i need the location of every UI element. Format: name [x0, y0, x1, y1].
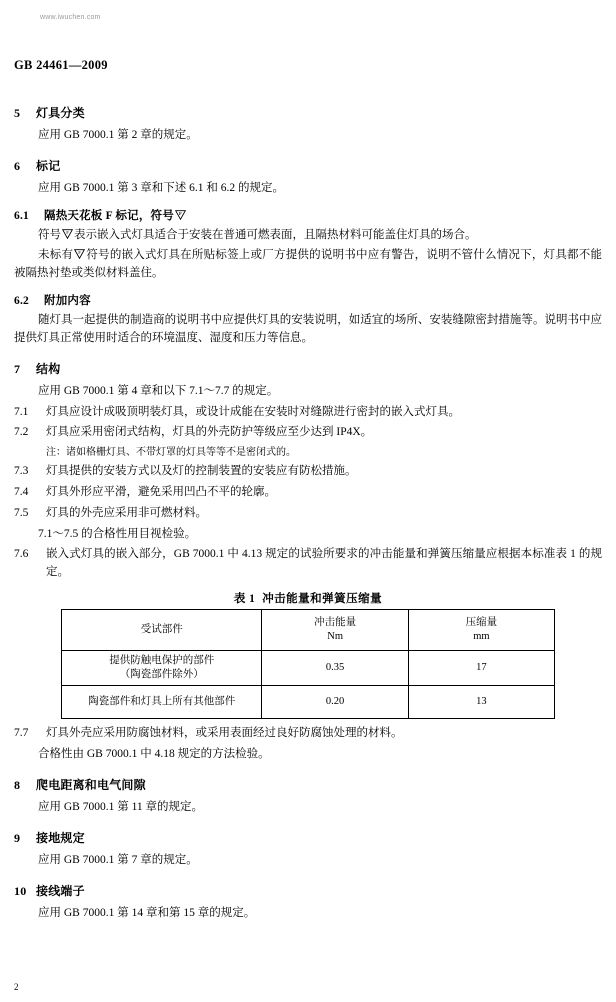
- clause-7-1-number: 7.1: [14, 405, 29, 418]
- f-mark-triangle-icon: [175, 210, 186, 220]
- table-row-1-part: [62, 651, 262, 686]
- p2-a-text: 未标有: [38, 249, 74, 262]
- section-6-1-paragraph-1: [14, 227, 602, 245]
- clause-7-7-number: 7.7: [14, 727, 29, 740]
- section-6-title: 标记: [36, 158, 61, 173]
- clause-7-2: [14, 424, 602, 442]
- clause-7-5-text: 灯具的外壳应采用非可燃材料。: [46, 506, 207, 519]
- clause-7-2-text: 灯具应采用密闭式结构，灯具的外壳防护等级应至少达到 IP4X。: [46, 426, 373, 439]
- section-6-paragraph: 应用 GB 7000.1 第 3 章和下述 6.1 和 6.2 的规定。: [38, 181, 284, 194]
- watermark-text: www.iwuchen.com: [40, 14, 101, 21]
- clause-7-6: [14, 546, 602, 582]
- section-10-title: 接线端子: [36, 883, 85, 898]
- section-7-number: 7: [14, 361, 21, 376]
- svg-text:F: F: [66, 229, 69, 235]
- section-9-number: 9: [14, 830, 21, 845]
- section-6-number: 6: [14, 158, 21, 173]
- table-header-compression: [408, 610, 554, 651]
- section-5-title: 灯具分类: [36, 106, 85, 120]
- p1-a-text: 符号: [38, 228, 61, 241]
- table-row: [62, 651, 555, 686]
- section-10-number: 10: [14, 883, 27, 898]
- table-header-energy-line1: 冲击能量: [314, 616, 357, 628]
- page-number: 2: [14, 982, 19, 992]
- section-10-paragraph: 应用 GB 7000.1 第 14 章和第 15 章的规定。: [38, 906, 256, 919]
- heading-section-5: [14, 104, 602, 121]
- clause-7-1: [14, 404, 602, 422]
- table-row-1-energy: 0.35: [262, 651, 408, 686]
- heading-section-10: [14, 882, 602, 899]
- table-row: [62, 686, 555, 719]
- f-mark-triangle-icon: [74, 249, 85, 259]
- heading-section-6: [14, 157, 602, 174]
- heading-section-9: [14, 829, 602, 846]
- table-header-part: 受试部件: [62, 610, 262, 651]
- svg-text:F: F: [78, 250, 81, 256]
- section-6-2-number: 6.2: [14, 295, 29, 308]
- p2-b-text: 符号的嵌入式灯具在所贴标签上或厂方提供的说明书中应有警告，说明不管什么情况下，灯具都不能被隔热衬垫或类似材料盖住。: [14, 249, 602, 280]
- section-8-title: 爬电距离和电气间隙: [36, 777, 146, 792]
- table-row-2-energy: 0.20: [262, 686, 408, 719]
- svg-text:F: F: [178, 210, 182, 216]
- clause-7-7-text: 灯具外壳应采用防腐蚀材料，或采用表面经过良好防腐蚀处理的材料。: [46, 727, 403, 740]
- clause-7-2-note: 注：诸如格栅灯具、不带灯罩的灯具等等不是密闭式的。: [46, 447, 296, 459]
- clause-7-2-number: 7.2: [14, 426, 29, 439]
- section-8-paragraph: 应用 GB 7000.1 第 11 章的规定。: [38, 800, 204, 813]
- heading-section-8: [14, 776, 602, 793]
- section-8-number: 8: [14, 777, 21, 792]
- table-row-1-compression: 17: [408, 651, 554, 686]
- section-6-1-title: 隔热天花板 F 标记，符号: [44, 209, 174, 222]
- table-row-1-part-line1: 提供防触电保护的部件: [109, 655, 215, 666]
- table-header-energy: [262, 610, 408, 651]
- clause-7-7-verification: 合格性由 GB 7000.1 中 4.18 规定的方法检验。: [38, 748, 270, 761]
- table-header-energy-unit: Nm: [327, 631, 343, 642]
- clause-7-4-text: 灯具外形应平滑，避免采用凹凸不平的轮廓。: [46, 485, 276, 498]
- clause-7-7: [14, 725, 602, 743]
- table-row-2-compression: 13: [408, 686, 554, 719]
- section-6-1-paragraph-2: [14, 247, 602, 283]
- table-header-row: [62, 610, 555, 651]
- section-9-paragraph: 应用 GB 7000.1 第 7 章的规定。: [38, 853, 198, 866]
- table-header-compression-unit: mm: [473, 631, 490, 642]
- clause-7-6-number: 7.6: [14, 548, 29, 561]
- table-row-2-part: 陶瓷部件和灯具上所有其他部件: [62, 686, 262, 719]
- p1-b-text: 表示嵌入式灯具适合于安装在普通可燃表面，且隔热材料可能盖住灯具的场合。: [74, 228, 477, 241]
- section-6-2-paragraph: 随灯具一起提供的制造商的说明书中应提供灯具的安装说明，如适宜的场所、安装缝隙密封措施等。说明书中应提供灯具正常使用时适合的环境温度、湿度和压力等信息。: [14, 314, 602, 344]
- table-caption: [14, 590, 602, 606]
- f-mark-triangle-icon: [62, 229, 73, 239]
- clause-7-3-number: 7.3: [14, 465, 29, 478]
- clause-7-6-text: 嵌入式灯具的嵌入部分，GB 7000.1 中 4.13 规定的试验所要求的冲击能量和弹簧压缩量应根据本标准表 1 的规定。: [46, 548, 602, 579]
- impact-energy-table: [61, 609, 555, 719]
- table-row-1-part-line2: （陶瓷部件除外）: [119, 669, 204, 681]
- section-6-1-number: 6.1: [14, 209, 29, 222]
- heading-section-6-2: [14, 292, 602, 308]
- section-5-number: 5: [14, 106, 21, 120]
- clause-7-3-text: 灯具提供的安装方式以及灯的控制装置的安装应有防松措施。: [46, 465, 357, 478]
- section-6-2-title: 附加内容: [44, 295, 91, 308]
- table-caption-text: 冲击能量和弹簧压缩量: [262, 593, 383, 605]
- clause-7-5-verification: 7.1～7.5 的合格性用目视检验。: [38, 527, 197, 540]
- clause-7-5-number: 7.5: [14, 506, 29, 519]
- clause-7-3: [14, 463, 602, 481]
- section-7-title: 结构: [36, 361, 61, 376]
- heading-section-7: [14, 360, 602, 377]
- clause-7-5: [14, 505, 602, 523]
- section-7-intro: 应用 GB 7000.1 第 4 章和以下 7.1～7.7 的规定。: [38, 384, 279, 397]
- clause-7-4-number: 7.4: [14, 485, 29, 498]
- standard-number: GB 24461—2009: [14, 58, 108, 72]
- clause-7-4: [14, 484, 602, 502]
- table-caption-label: 表 1: [233, 593, 256, 605]
- heading-section-6-1: [14, 207, 602, 223]
- page-content: [14, 92, 602, 925]
- table-header-compression-line1: 压缩量: [465, 616, 498, 628]
- section-9-title: 接地规定: [36, 830, 85, 845]
- section-5-paragraph: 应用 GB 7000.1 第 2 章的规定。: [38, 129, 198, 141]
- clause-7-1-text: 灯具应设计成吸顶明装灯具，或设计成能在安装时对缝隙进行密封的嵌入式灯具。: [46, 405, 460, 418]
